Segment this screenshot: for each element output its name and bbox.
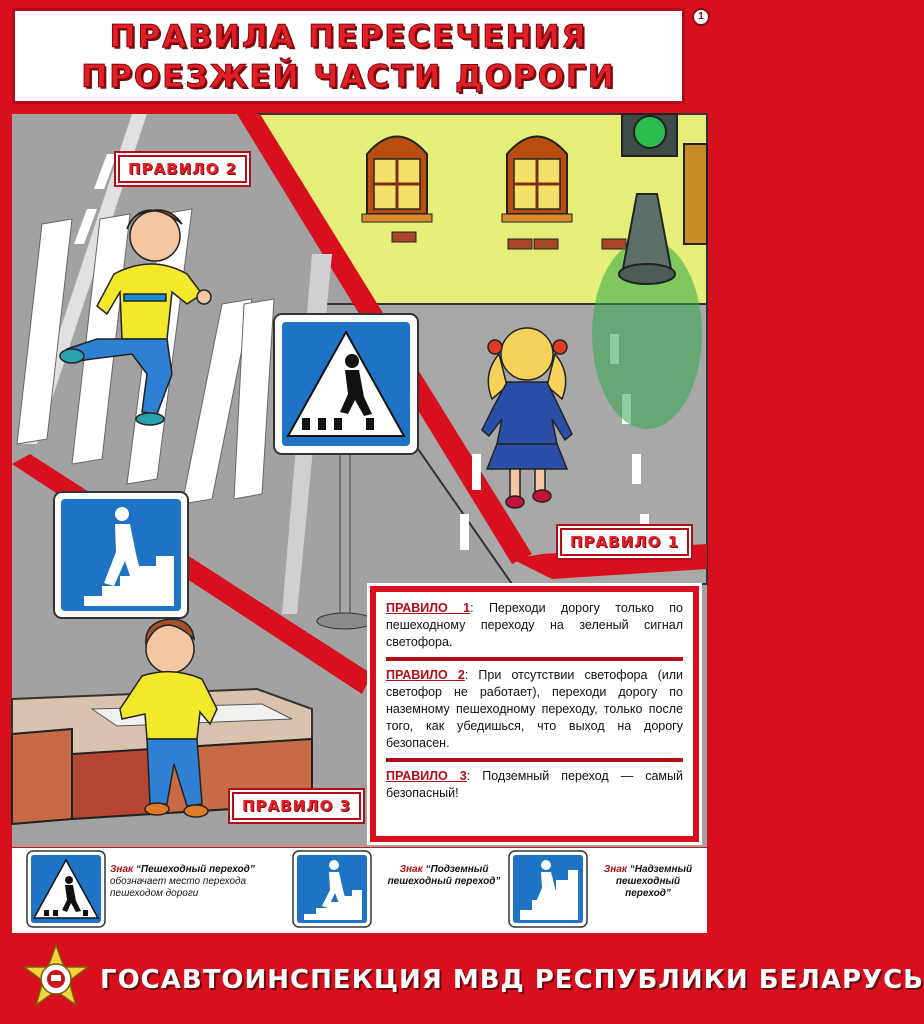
rules-panel-inner bbox=[376, 592, 693, 836]
legend-znak-label: Знак bbox=[399, 864, 423, 875]
rule-2-label: ПРАВИЛО 2 bbox=[386, 668, 465, 682]
title-line-1: ПРАВИЛА ПЕРЕСЕЧЕНИЯ bbox=[109, 19, 588, 55]
underground-crossing-sign-icon bbox=[292, 850, 372, 928]
footer-banner bbox=[0, 935, 924, 1024]
rules-panel bbox=[367, 583, 702, 845]
legend-znak-label: Знак bbox=[110, 864, 134, 875]
legend-sign-desc: обозначает место перехода пешеходом дороги bbox=[110, 876, 247, 899]
traffic-police-emblem-icon bbox=[18, 943, 94, 1019]
rule-3-text bbox=[386, 768, 683, 802]
rule-1-label: ПРАВИЛО 1 bbox=[386, 601, 471, 615]
rule-3-label: ПРАВИЛО 3 bbox=[386, 769, 467, 783]
legend-znak-label: Знак bbox=[603, 864, 627, 875]
rule-2-tag: ПРАВИЛО 2 bbox=[118, 155, 247, 183]
rule-3-body: : Подземный переход — самый безопасный! bbox=[386, 769, 683, 800]
sign-legend bbox=[12, 848, 707, 933]
rule-divider bbox=[386, 657, 683, 661]
overhead-crossing-sign-icon bbox=[508, 850, 588, 928]
page-number-badge: 1 bbox=[692, 8, 710, 26]
legend-sign-name: “Пешеходный переход” bbox=[135, 864, 255, 875]
rule-3-tag: ПРАВИЛО 3 bbox=[232, 792, 361, 820]
legend-text-crossing bbox=[110, 864, 275, 900]
legend-text-overhead bbox=[598, 864, 698, 900]
legend-sign-name: “Надземный пешеходный переход” bbox=[615, 864, 693, 899]
legend-sign-name: “Подземный пешеходный переход” bbox=[387, 864, 501, 887]
rule-divider bbox=[386, 758, 683, 762]
rule-1-body: : Переходи дорогу только по пешеходному переходу на зеленый сигнал светофора. bbox=[386, 601, 683, 649]
rule-1-text bbox=[386, 600, 683, 651]
title-line-2: ПРОЕЗЖЕЙ ЧАСТИ ДОРОГИ bbox=[81, 59, 616, 95]
pedestrian-crossing-sign-icon bbox=[26, 850, 106, 928]
footer-title: ГОСАВТОИНСПЕКЦИЯ МВД РЕСПУБЛИКИ БЕЛАРУСЬ bbox=[100, 965, 924, 995]
rule-2-text bbox=[386, 667, 683, 752]
rule-1-tag: ПРАВИЛО 1 bbox=[560, 528, 689, 556]
rule-2-body: : При отсутствии светофора (или светофор не работает), переходи дорогу по наземному пешеходному переходу, только после того, как убедишься, что выход на дорогу безопасен. bbox=[386, 668, 683, 750]
legend-text-underground bbox=[384, 864, 504, 888]
title-banner bbox=[12, 8, 685, 104]
